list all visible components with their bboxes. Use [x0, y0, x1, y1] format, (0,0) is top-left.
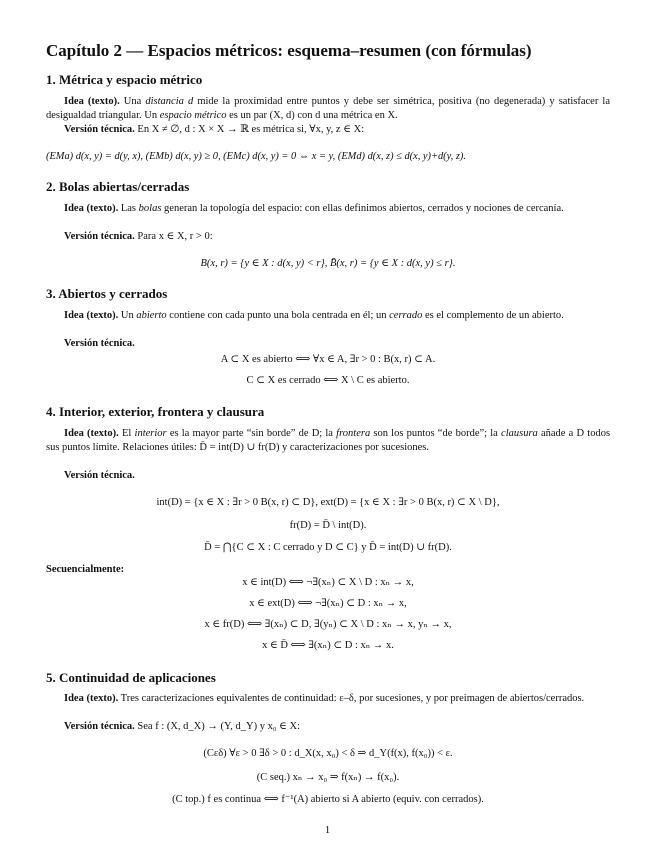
- section-3-tech: Versión técnica.: [64, 338, 135, 349]
- chapter-title: Capítulo 2 — Espacios métricos: esquema–resumen (con fórmulas): [46, 41, 532, 60]
- seq-interior-formula: x ∈ int(D) ⟺ ¬∃(xₙ) ⊂ X \ D : xₙ → x,: [242, 577, 414, 588]
- idea-label: Idea (texto).: [64, 96, 120, 107]
- topological-continuity-formula: (C top.) f es continua ⟺ f⁻¹(A) abierto si A abierto (equiv. con cerrados).: [172, 794, 484, 805]
- section-5-idea: Idea (texto). Tres caracterizaciones equivalentes de continuidad: ε–δ, por sucesiones, y por preimagen de abiertos/cerrados.: [64, 693, 585, 704]
- closed-set-formula: C ⊂ X es cerrado ⟺ X \ C es abierto.: [246, 375, 410, 386]
- section-5-tech: Versión técnica. Sea f : (X, d_X) → (Y, d_Y) y x₀ ∈ X:: [64, 721, 301, 732]
- section-3-title: 3. Abiertos y cerrados: [46, 286, 168, 301]
- tech-label: Versión técnica.: [64, 124, 135, 135]
- seq-frontier-formula: x ∈ fr(D) ⟺ ∃(xₙ) ⊂ D, ∃(yₙ) ⊂ X \ D : xₙ → x, yₙ → x,: [204, 619, 452, 630]
- interior-exterior-formula: int(D) = {x ∈ X : ∃r > 0 B(x, r) ⊂ D}, ext(D) = {x ∈ X : ∃r > 0 B(x, r) ⊂ X \ D},: [156, 497, 500, 508]
- section-1-tech: Versión técnica. En X ≠ ∅, d : X × X → ℝ es métrica si, ∀x, y, z ∈ X:: [64, 124, 365, 135]
- section-2-title: 2. Bolas abiertas/cerradas: [46, 179, 190, 194]
- page-number: 1: [324, 824, 331, 836]
- section-4-idea: Idea (texto). El interior es la mayor parte “sin borde” de D; la frontera son los puntos “de borde”; la clausura añade a D todos sus puntos límite. Relaciones útiles: D̄ = int(D) ∪ fr(D) y caracterizaciones por sucesiones.: [46, 428, 611, 453]
- frontier-formula: fr(D) = D̄ \ int(D).: [289, 520, 367, 531]
- sequential-continuity-formula: (C seq.) xₙ → x₀ ⇒ f(xₙ) → f(x₀).: [256, 772, 400, 783]
- seq-exterior-formula: x ∈ ext(D) ⟺ ¬∃(xₙ) ⊂ D : xₙ → x,: [249, 598, 407, 609]
- sequential-label: Secuencialmente:: [46, 564, 125, 575]
- section-5-title: 5. Continuidad de aplicaciones: [46, 670, 216, 685]
- section-2-tech: Versión técnica. Para x ∈ X, r > 0:: [64, 231, 213, 242]
- section-4-title: 4. Interior, exterior, frontera y clausura: [46, 404, 265, 419]
- section-4-tech: Versión técnica.: [64, 470, 135, 481]
- section-3-idea: Idea (texto). Un abierto contiene con cada punto una bola centrada en él; un cerrado es el complemento de un abierto.: [64, 310, 564, 321]
- balls-formula: B(x, r) = {y ∈ X : d(x, y) < r}, B̄(x, r) = {y ∈ X : d(x, y) ≤ r}.: [200, 258, 456, 269]
- open-set-formula: A ⊂ X es abierto ⟺ ∀x ∈ A, ∃r > 0 : B(x, r) ⊂ A.: [220, 354, 436, 365]
- epsilon-delta-formula: (Cεδ) ∀ε > 0 ∃δ > 0 : d_X(x, x₀) < δ ⇒ d_Y(f(x), f(x₀)) < ε.: [203, 748, 453, 759]
- section-1-idea: Idea (texto). Una distancia d mide la proximidad entre puntos y debe ser simétrica, positiva (no degenerada) y satisfacer la desigualdad triangular. Un espacio métrico es un par (X, d) con d una métrica en X.: [46, 96, 611, 121]
- seq-closure-formula: x ∈ D̄ ⟺ ∃(xₙ) ⊂ D : xₙ → x.: [262, 640, 394, 651]
- section-2-idea: Idea (texto). Las bolas generan la topología del espacio: con ellas definimos abiertos, cerrados y nociones de cercanía.: [64, 203, 564, 214]
- section-1-title: 1. Métrica y espacio métrico: [46, 72, 203, 87]
- metric-axioms-formula: (EMa) d(x, y) = d(y, x), (EMb) d(x, y) ≥ 0, (EMc) d(x, y) = 0 ⇔ x = y, (EMd) d(x, z) ≤ d(x, y)+d(y, z).: [46, 151, 466, 162]
- closure-formula: D̄ = ⋂{C ⊂ X : C cerrado y D ⊂ C} y D̄ = int(D) ∪ fr(D).: [204, 542, 452, 553]
